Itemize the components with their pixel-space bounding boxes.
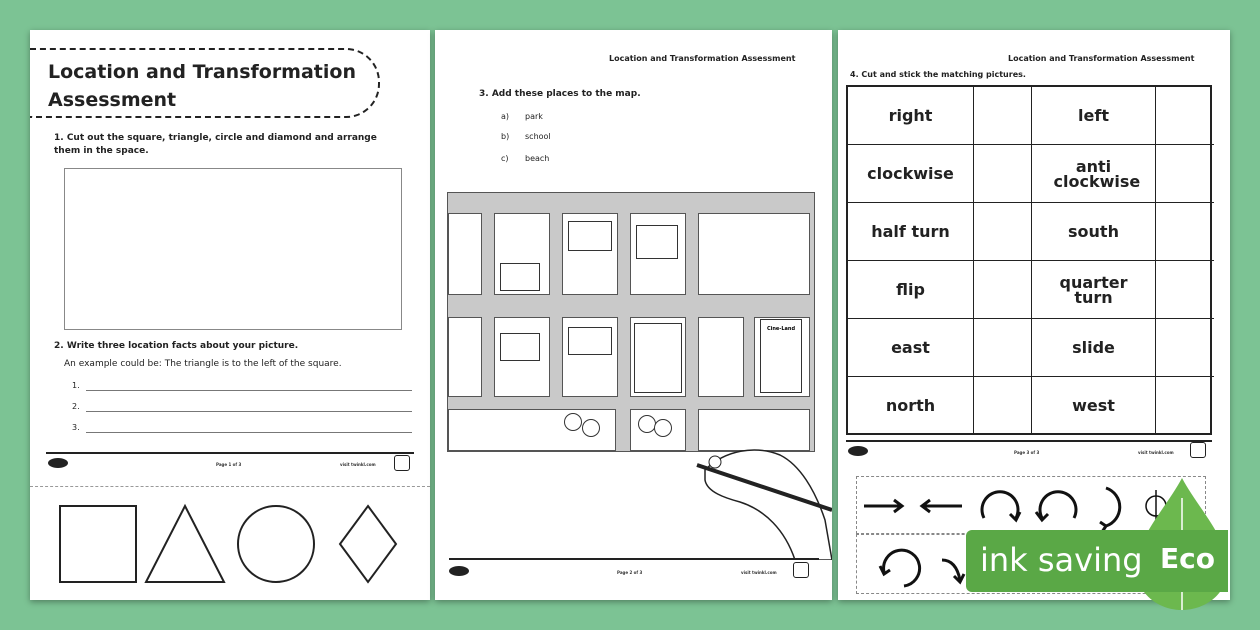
hand-with-pencil-icon <box>685 410 832 560</box>
diamond-shape <box>340 506 396 582</box>
footer-bar <box>846 440 1212 442</box>
cinema-sign: Cine-Land <box>766 326 796 332</box>
worksheet-page-1 <box>30 30 430 600</box>
place-park: park <box>525 112 543 121</box>
footer-site: visit twinkl.com <box>1138 450 1174 455</box>
blank-cell <box>1156 145 1214 203</box>
answer-label-2: 2. <box>72 402 80 411</box>
page-title: Location and Transformation Assessment <box>48 61 356 111</box>
place-beach: beach <box>525 154 550 163</box>
matching-table <box>846 85 1212 435</box>
term-cell: right <box>848 87 974 145</box>
place-school: school <box>525 132 551 141</box>
footer-site: visit twinkl.com <box>741 570 777 575</box>
term-cell <box>1032 145 1156 203</box>
blank-cell <box>1156 203 1214 261</box>
house-building <box>634 323 682 393</box>
cinema-building <box>760 319 802 393</box>
church-building <box>500 333 540 361</box>
blank-cell <box>1156 377 1214 433</box>
map-block <box>698 317 744 397</box>
circular-arrow-icon <box>880 550 920 586</box>
eco-label: Eco <box>1160 542 1215 575</box>
badge-icon <box>394 455 410 471</box>
question-3: 3. Add these places to the map. <box>479 89 641 99</box>
circle-shape <box>238 506 314 582</box>
ink-saving-text: ink saving <box>980 541 1143 579</box>
term-cell: east <box>848 319 974 377</box>
page-number: Page 2 of 3 <box>617 570 643 575</box>
clockwise-arrow-icon <box>982 492 1020 520</box>
blank-cell <box>974 261 1032 319</box>
term-text: quarter turn <box>1059 272 1128 307</box>
badge-icon <box>793 562 809 578</box>
blank-cell <box>1156 319 1214 377</box>
arrow-left-icon <box>922 500 962 512</box>
map-block <box>448 317 482 397</box>
footer-site: visit twinkl.com <box>340 462 376 467</box>
term-cell: flip <box>848 261 974 319</box>
blank-cell <box>974 145 1032 203</box>
footer-bar <box>449 558 819 560</box>
cutout-shapes <box>30 498 430 598</box>
blank-cell <box>1156 87 1214 145</box>
worksheet-page-2 <box>435 30 832 600</box>
map-block <box>448 213 482 295</box>
page-header: Location and Transformation Assessment <box>609 54 796 63</box>
arrow-right-icon <box>864 500 902 512</box>
blank-cell <box>974 319 1032 377</box>
answer-label-1: 1. <box>72 381 80 390</box>
blank-cell <box>974 203 1032 261</box>
twinkl-logo <box>48 458 68 468</box>
anticlockwise-arrow-icon <box>1036 492 1076 520</box>
tree-icon <box>564 413 582 431</box>
place-letter-b: b) <box>501 132 510 141</box>
answer-line-1 <box>86 390 412 391</box>
term-cell <box>1032 261 1156 319</box>
half-turn-arrow-icon <box>1100 488 1120 532</box>
blank-cell <box>974 87 1032 145</box>
tree-icon <box>582 419 600 437</box>
sports-building <box>568 327 612 355</box>
triangle-shape <box>146 506 224 582</box>
blank-cell <box>974 377 1032 433</box>
twinkl-logo <box>848 446 868 456</box>
question-4: 4. Cut and stick the matching pictures. <box>850 70 1026 79</box>
arrangement-space <box>64 168 402 330</box>
page-header: Location and Transformation Assessment <box>1008 54 1195 63</box>
term-cell: west <box>1032 377 1156 433</box>
term-text: anti clockwise <box>1053 156 1141 191</box>
term-cell: left <box>1032 87 1156 145</box>
quarter-turn-arrow-icon <box>942 560 964 582</box>
page-number: Page 1 of 3 <box>216 462 242 467</box>
term-cell: north <box>848 377 974 433</box>
blank-cell <box>1156 261 1214 319</box>
place-letter-a: a) <box>501 112 510 121</box>
term-cell: south <box>1032 203 1156 261</box>
tree-icon <box>654 419 672 437</box>
answer-line-3 <box>86 432 412 433</box>
term-cell: slide <box>1032 319 1156 377</box>
twinkl-logo <box>449 566 469 576</box>
bank-building <box>636 225 678 259</box>
answer-line-2 <box>86 411 412 412</box>
map-block <box>698 213 810 295</box>
square-shape <box>60 506 136 582</box>
tree-icon <box>638 415 656 433</box>
term-cell: half turn <box>848 203 974 261</box>
cut-line <box>30 486 430 487</box>
term-cell: clockwise <box>848 145 974 203</box>
place-letter-c: c) <box>501 154 509 163</box>
answer-label-3: 3. <box>72 423 80 432</box>
badge-icon <box>1190 442 1206 458</box>
footer-bar <box>46 452 414 454</box>
page-number: Page 3 of 3 <box>1014 450 1040 455</box>
store-building <box>568 221 612 251</box>
question-1: 1. Cut out the square, triangle, circle and diamond and arrange them in the space. <box>54 133 377 156</box>
shop-building <box>500 263 540 291</box>
example-sentence: An example could be: The triangle is to the left of the square. <box>64 359 342 369</box>
question-2: 2. Write three location facts about your picture. <box>54 341 299 351</box>
